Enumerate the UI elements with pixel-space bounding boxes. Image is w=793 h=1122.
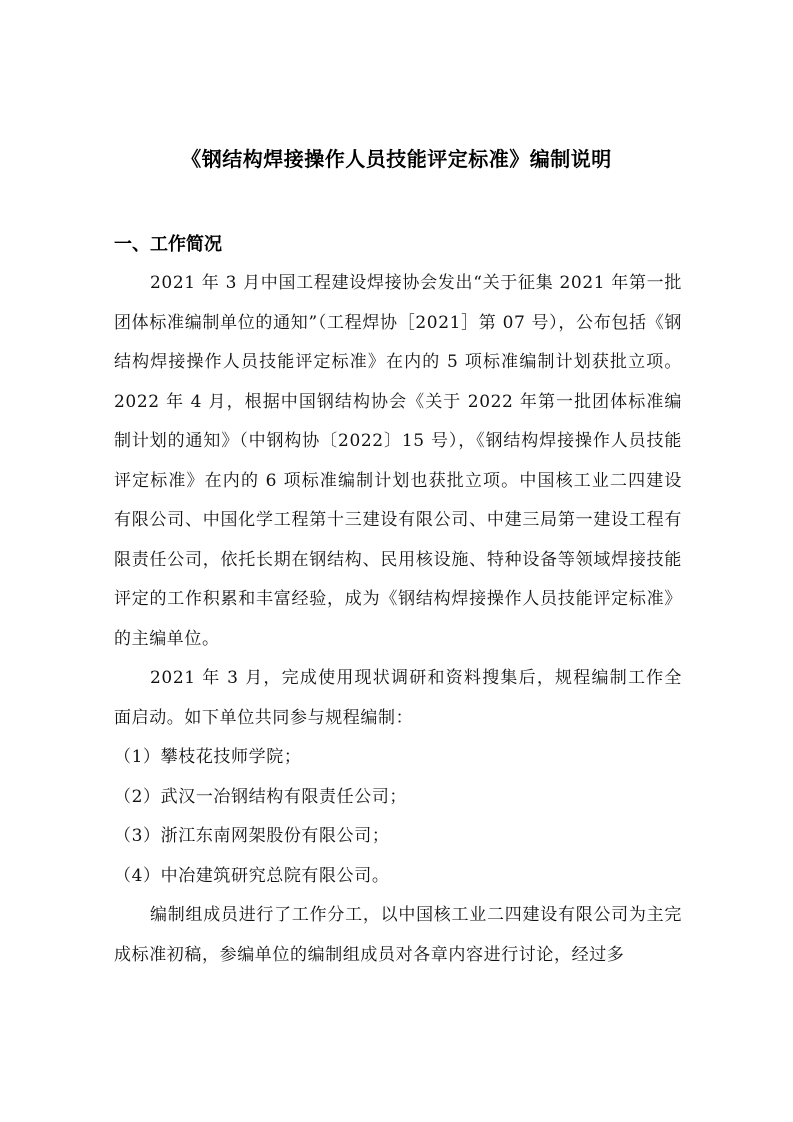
paragraph-background: 2021 年 3 月中国工程建设焊接协会发出“关于征集 2021 年第一批团体标准编制单位的通知”（工程焊协［2021］第 07 号），公布包括《钢结构焊接操作人员技能评定标准》在内的 5 项标准编制计划获批立项。2022 年 4 月，根据中国钢结构协会《关于 2022 年第一批团体标准编制计划的通知》（中钢构协〔2022〕15 号），《钢结构焊接操作人员技能评定标准》在内的 6 项标准编制计划也获批立项。中国核工业二四建设有限公司、中国化学工程第十三建设有限公司、中建三局第一建设工程有限责任公司，依托长期在钢结构、民用核设施、特种设备等领域焊接技能评定的工作积累和丰富经验，成为《钢结构焊接操作人员技能评定标准》的主编单位。 bbox=[114, 273, 682, 649]
list-item: （4）中冶建筑研究总院有限公司。 bbox=[114, 865, 390, 886]
list-item: （1）攀枝花技师学院； bbox=[114, 747, 302, 767]
list-item: （3）浙江东南网架股份有限公司； bbox=[114, 826, 390, 846]
paragraph-division-of-work: 编制组成员进行了工作分工，以中国核工业二四建设有限公司为主完成标准初稿，参编单位的编制组成员对各章内容进行讨论，经过多 bbox=[114, 905, 682, 965]
section-heading: 一、工作简况 bbox=[114, 234, 222, 255]
document-title: 《钢结构焊接操作人员技能评定标准》编制说明 bbox=[181, 147, 612, 171]
paragraph-launch: 2021 年 3 月，完成使用现状调研和资料搜集后，规程编制工作全面启动。如下单位共同参与规程编制： bbox=[114, 668, 682, 728]
list-item: （2）武汉一冶钢结构有限责任公司； bbox=[114, 786, 408, 807]
body-text bbox=[114, 264, 682, 975]
